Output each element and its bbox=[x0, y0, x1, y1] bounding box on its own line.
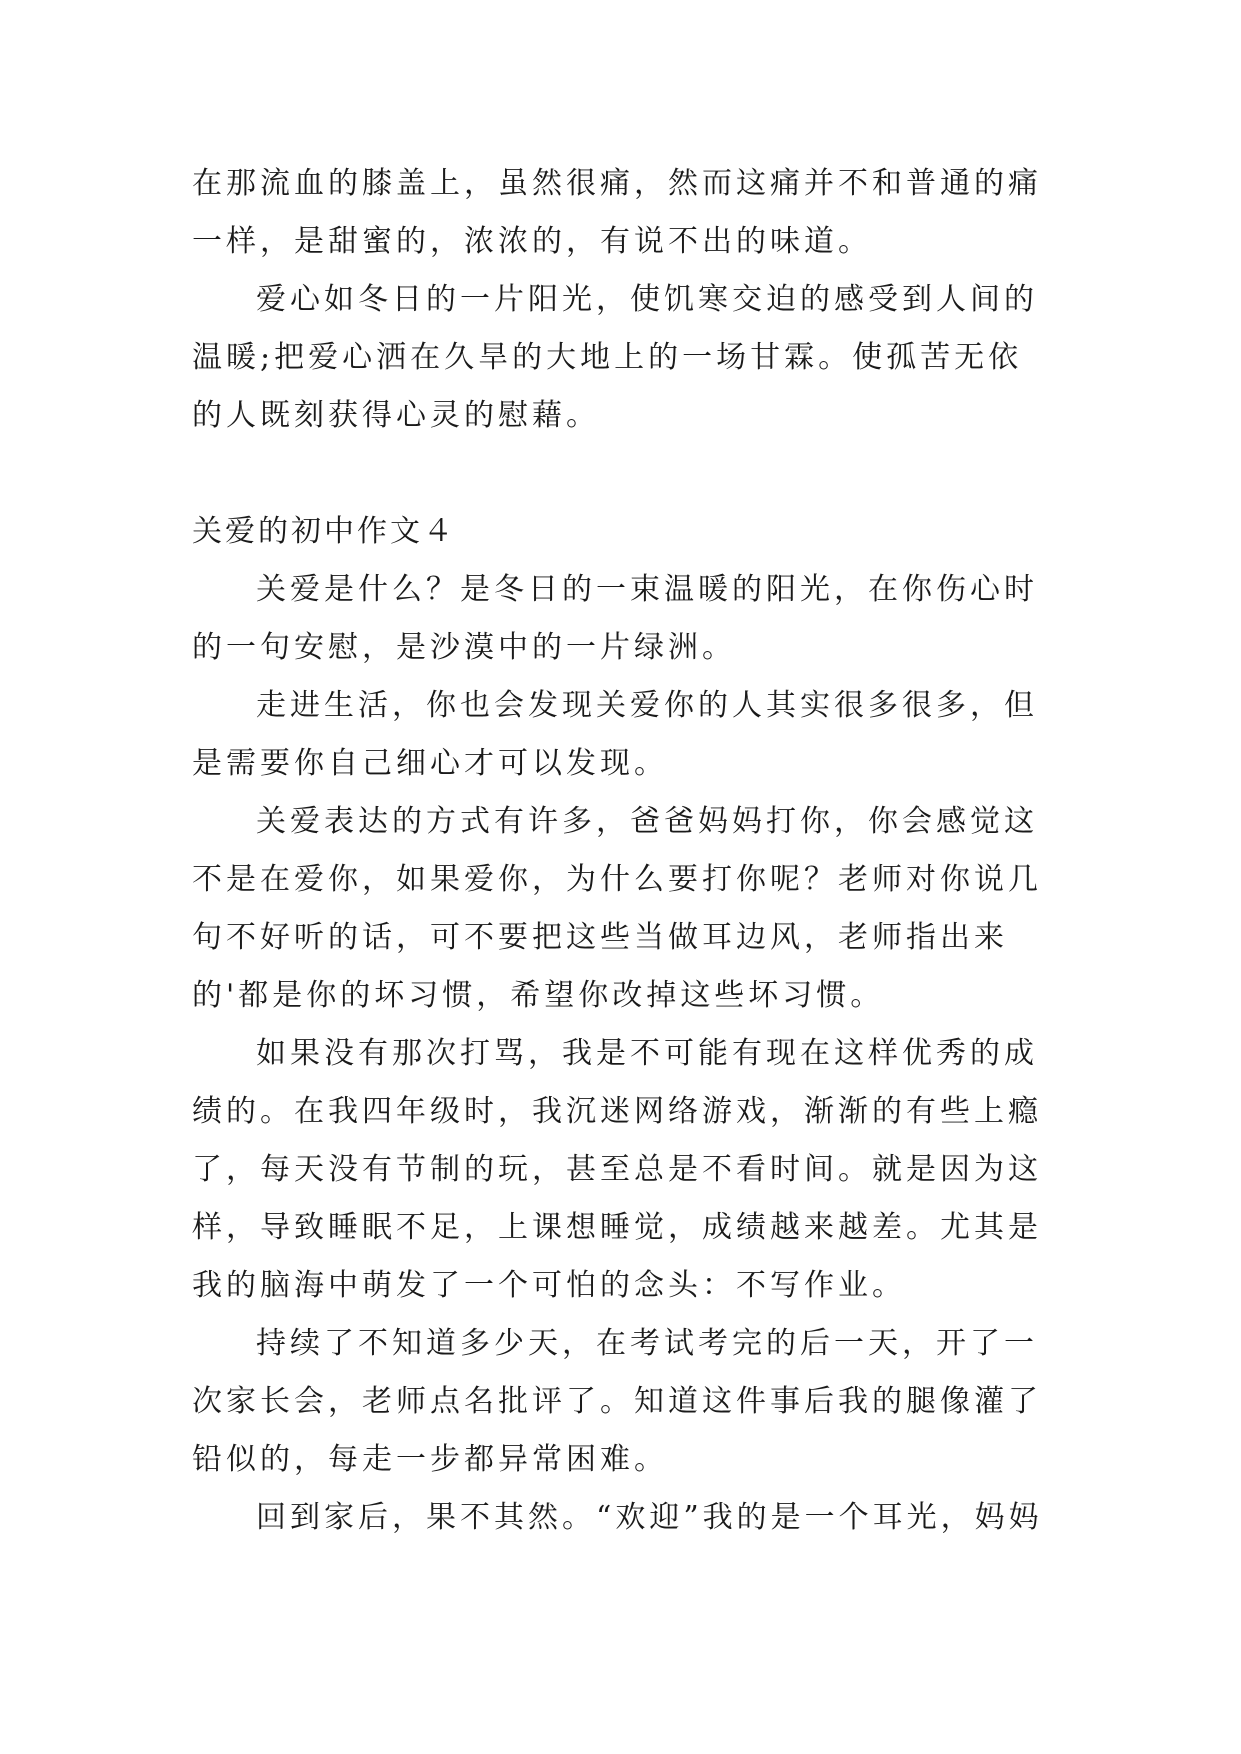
paragraph: 回到家后，果不其然。“欢迎”我的是一个耳光，妈妈 bbox=[256, 1500, 1043, 1535]
paragraph: 在那流血的膝盖上，虽然很痛，然而这痛并不和普通的痛一样，是甜蜜的，浓浓的，有说不出的味道。 bbox=[192, 166, 1042, 259]
paragraph: 如果没有那次打骂，我是不可能有现在这样优秀的成绩的。在我四年级时，我沉迷网络游戏，渐渐的有些上瘾了，每天没有节制的玩，甚至总是不看时间。就是因为这样，导致睡眠不足，上课想睡觉，成绩越来越差。尤其是我的脑海中萌发了一个可怕的念头：不写作业。 bbox=[192, 1036, 1042, 1303]
paragraph: 关爱是什么？是冬日的一束温暖的阳光，在你伤心时的一句安慰，是沙漠中的一片绿洲。 bbox=[192, 572, 1038, 665]
document-body bbox=[192, 155, 1054, 1547]
paragraph: 关爱表达的方式有许多，爸爸妈妈打你，你会感觉这不是在爱你，如果爱你，为什么要打你呢？老师对你说几句不好听的话，可不要把这些当做耳边风，老师指出来的'都是你的坏习惯，希望你改掉这些坏习惯。 bbox=[192, 804, 1042, 1013]
paragraph: 走进生活，你也会发现关爱你的人其实很多很多，但是需要你自己细心才可以发现。 bbox=[192, 688, 1038, 781]
section-title: 关爱的初中作文４ bbox=[192, 514, 456, 549]
paragraph: 持续了不知道多少天，在考试考完的后一天，开了一次家长会，老师点名批评了。知道这件事后我的腿像灌了铅似的，每走一步都异常困难。 bbox=[192, 1326, 1042, 1477]
paragraph: 爱心如冬日的一片阳光，使饥寒交迫的感受到人间的温暖;把爱心洒在久旱的大地上的一场甘霖。使孤苦无依的人既刻获得心灵的慰藉。 bbox=[192, 282, 1038, 433]
